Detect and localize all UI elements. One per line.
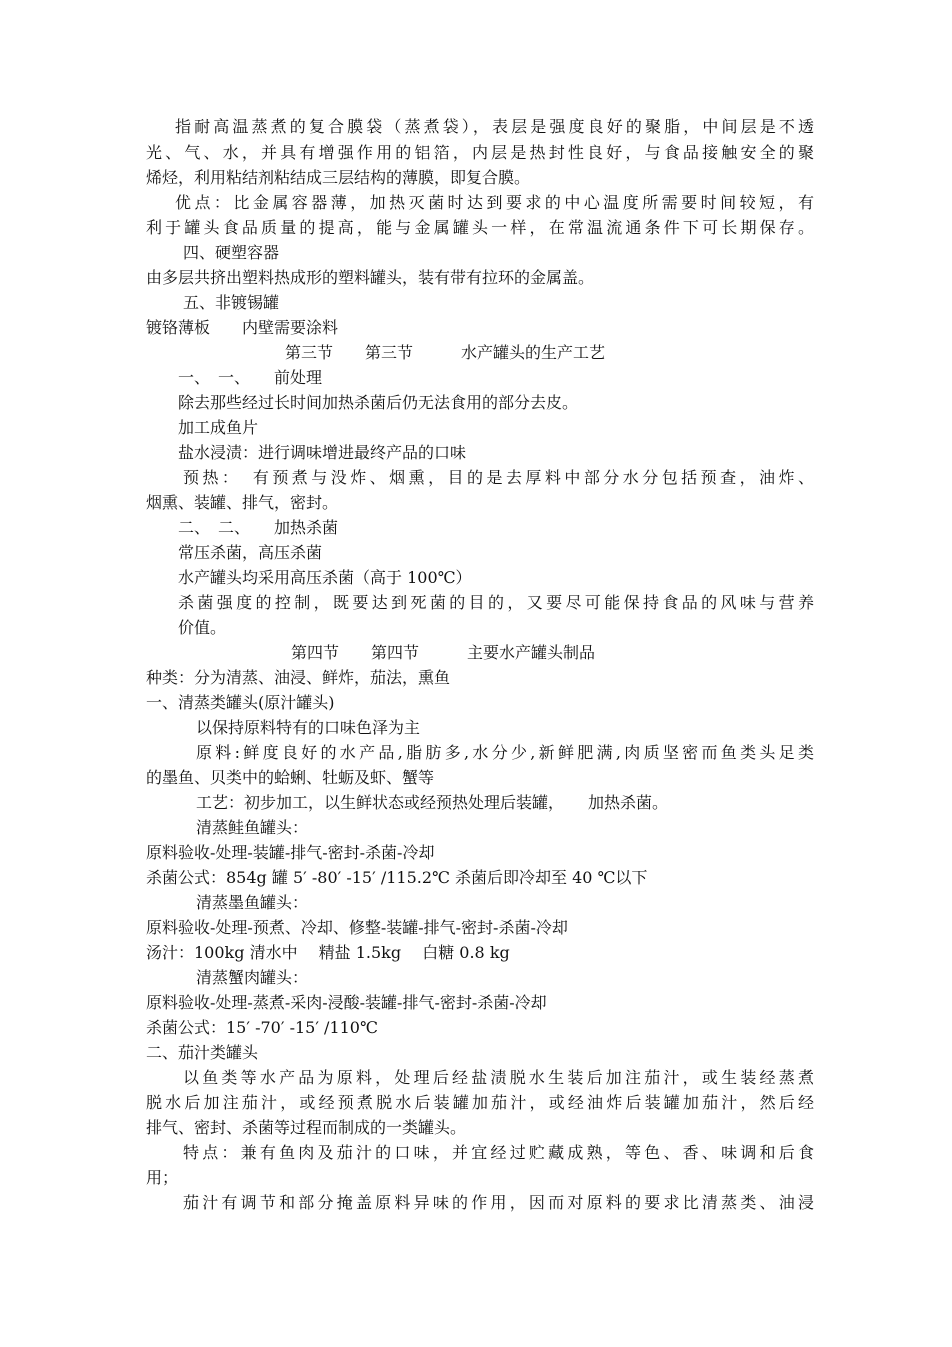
paragraph-line: 价值。 — [178, 618, 227, 637]
section-heading: 二、茄汁类罐头 — [146, 1043, 259, 1062]
paragraph-line: 用； — [146, 1168, 179, 1187]
paragraph-line: 特点：兼有鱼肉及茄汁的口味，并宜经过贮藏成熟，等色、香、味调和后食 — [183, 1143, 814, 1162]
paragraph-line: 指耐高温蒸煮的复合膜袋（蒸煮袋），表层是强度良好的聚脂，中间层是不透 — [175, 117, 814, 136]
paragraph-line: 常压杀菌，高压杀菌 — [178, 543, 323, 562]
paragraph-line: 镀铬薄板 内壁需要涂料 — [146, 318, 339, 337]
section-heading: 一、 一、 前处理 — [178, 368, 323, 387]
section-heading: 四、硬塑容器 — [183, 243, 280, 262]
paragraph-line: 由多层共挤出塑料热成形的塑料罐头，装有带有拉环的金属盖。 — [146, 268, 595, 287]
paragraph-line: 汤汁：100kg 清水中 精盐 1.5kg 白糖 0.8 kg — [146, 943, 510, 962]
paragraph-line: 盐水浸渍：进行调味增进最终产品的口味 — [178, 443, 467, 462]
paragraph-line: 原料验收-处理-蒸煮-采肉-浸酸-装罐-排气-密封-杀菌-冷却 — [146, 993, 547, 1012]
paragraph-line: 水产罐头均采用高压杀菌（高于 100℃） — [178, 568, 472, 587]
paragraph-line: 以保持原料特有的口味色泽为主 — [196, 718, 421, 737]
subheading: 清蒸墨鱼罐头： — [196, 893, 309, 912]
paragraph-line: 工艺：初步加工，以生鲜状态或经预热处理后装罐， 加热杀菌。 — [196, 793, 669, 812]
paragraph-line: 杀菌公式：854g 罐 5′ -80′ -15′ /115.2℃ 杀菌后即冷却至 40 ℃以下 — [146, 868, 648, 887]
paragraph-line: 除去那些经过长时间加热杀菌后仍无法食用的部分去皮。 — [178, 393, 579, 412]
subheading: 清蒸蟹肉罐头： — [196, 968, 309, 987]
section-heading: 一、清蒸类罐头(原汁罐头) — [146, 693, 335, 712]
paragraph-line: 烯烃，利用粘结剂粘结成三层结构的薄膜，即复合膜。 — [146, 168, 531, 187]
section-heading: 第四节 第四节 主要水产罐头制品 — [291, 643, 596, 662]
paragraph-line: 利于罐头食品质量的提高，能与金属罐头一样，在常温流通条件下可长期保存。 — [146, 218, 814, 237]
paragraph-line: 原料:鲜度良好的水产品,脂肪多,水分少,新鲜肥满,肉质坚密而鱼类头足类 — [196, 743, 814, 762]
paragraph-line: 优点：比金属容器薄，加热灭菌时达到要求的中心温度所需要时间较短，有 — [175, 193, 814, 212]
paragraph-line: 光、气、水，并具有增强作用的铝箔，内层是热封性良好，与食品接触安全的聚 — [146, 143, 814, 162]
section-heading: 第三节 第三节 水产罐头的生产工艺 — [285, 343, 606, 362]
paragraph-line: 原料验收-处理-预煮、冷却、修整-装罐-排气-密封-杀菌-冷却 — [146, 918, 568, 937]
paragraph-line: 茄汁有调节和部分掩盖原料异味的作用，因而对原料的要求比清蒸类、油浸 — [183, 1193, 814, 1212]
paragraph-line: 排气、密封、杀菌等过程而制成的一类罐头。 — [146, 1118, 467, 1137]
paragraph-line: 预热： 有预煮与没炸、烟熏，目的是去厚料中部分水分包括预查，油炸、 — [183, 468, 814, 487]
section-heading: 五、非镀锡罐 — [183, 293, 280, 312]
paragraph-line: 杀菌公式：15′ -70′ -15′ /110℃ — [146, 1018, 378, 1037]
paragraph-line: 烟熏、装罐、排气，密封。 — [146, 493, 339, 512]
paragraph-line: 杀菌强度的控制，既要达到死菌的目的，又要尽可能保持食品的风味与营养 — [178, 593, 814, 612]
paragraph-line: 种类：分为清蒸、油浸、鲜炸，茄法，熏鱼 — [146, 668, 451, 687]
paragraph-line: 脱水后加注茄汁，或经预煮脱水后装罐加茄汁，或经油炸后装罐加茄汁，然后经 — [146, 1093, 814, 1112]
paragraph-line: 以鱼类等水产品为原料，处理后经盐渍脱水生装后加注茄汁，或生装经蒸煮 — [183, 1068, 814, 1087]
section-heading: 二、 二、 加热杀菌 — [178, 518, 339, 537]
paragraph-line: 加工成鱼片 — [178, 418, 259, 437]
paragraph-line: 的墨鱼、贝类中的蛤蜊、牡蛎及虾、蟹等 — [146, 768, 435, 787]
subheading: 清蒸鲑鱼罐头： — [196, 818, 309, 837]
paragraph-line: 原料验收-处理-装罐-排气-密封-杀菌-冷却 — [146, 843, 435, 862]
